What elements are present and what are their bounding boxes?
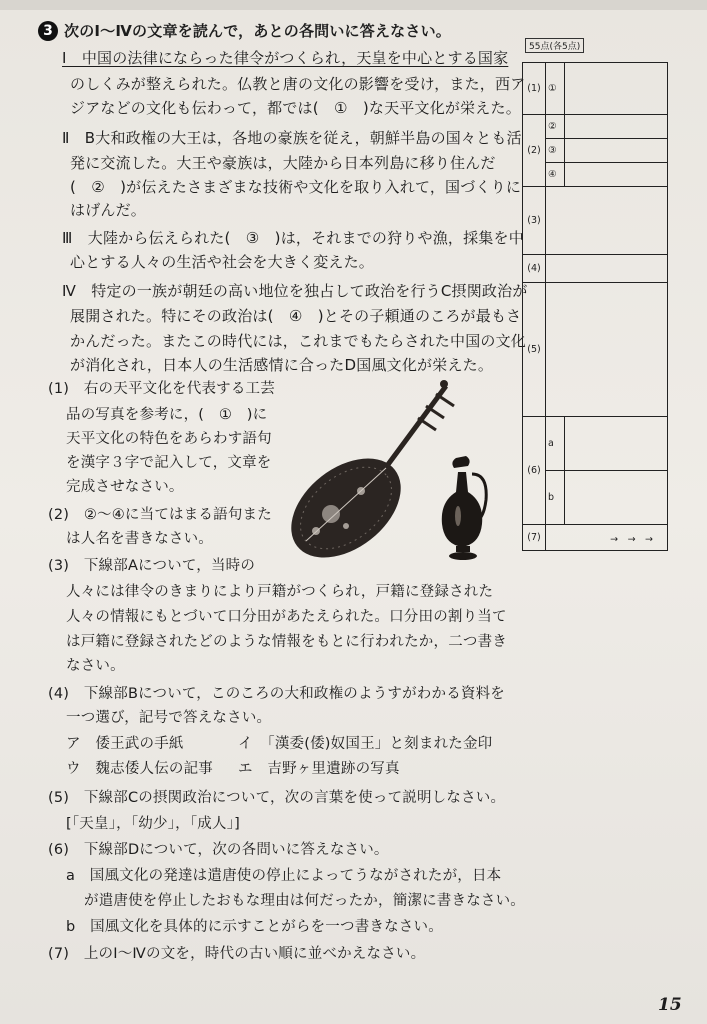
q1-line-2: 品の写真を参考に，( ① )に bbox=[66, 407, 268, 423]
q5-keywords: [「天皇」，「幼少」，「成人」] bbox=[66, 816, 241, 832]
q6-a-line-2: が遣唐使を停止したおもな理由は何だったか，簡潔に書きなさい。 bbox=[84, 893, 525, 909]
section-instruction: 次のⅠ～Ⅳの文章を読んで，あとの各問いに答えなさい。 bbox=[64, 22, 451, 40]
passage-2-line-1: Ⅱ B大和政権の大王は，各地の豪族を従え，朝鮮半島の国々とも活 bbox=[62, 129, 522, 147]
passage-2-line-2: 発に交流した。大王や豪族は，大陸から日本列島に移り住んだ bbox=[70, 154, 496, 172]
q6-a-line-1: a 国風文化の発達は遣唐使の停止によってうながされたが，日本 bbox=[66, 868, 502, 884]
answer-field-7[interactable]: → → → bbox=[546, 525, 668, 551]
q7-line: (7) 上のⅠ～Ⅳの文を，時代の古い順に並べかえなさい。 bbox=[48, 946, 426, 962]
passage-4-line-3: かんだった。またこの時代には，これまでもたらされた中国の文化 bbox=[70, 332, 527, 350]
passage-4-line-2: 展開された。特にその政治は( ④ )とその子頼通のころが最もさ bbox=[70, 307, 522, 325]
passage-1-line-2: のしくみが整えられた。仏教と唐の文化の影響を受け，また，西ア bbox=[70, 75, 526, 93]
q3-line-1: (3) 下線部Aについて，当時の bbox=[48, 558, 256, 574]
answer-row-label-5: (5) bbox=[523, 283, 546, 417]
answer-field-2a[interactable] bbox=[565, 115, 668, 139]
answer-field-2b[interactable] bbox=[565, 139, 668, 163]
q1-line-5: 完成させなさい。 bbox=[66, 479, 184, 495]
answer-row-label-6: (6) bbox=[523, 417, 546, 525]
passage-2-line-4: はげんだ。 bbox=[70, 201, 147, 219]
answer-sub-2c: ④ bbox=[546, 163, 565, 187]
answer-field-5[interactable] bbox=[546, 283, 668, 417]
q2-line-2: は人名を書きなさい。 bbox=[66, 531, 213, 547]
q5-line-1: (5) 下線部Cの摂関政治について，次の言葉を使って説明しなさい。 bbox=[48, 790, 506, 806]
answer-field-3[interactable] bbox=[546, 187, 668, 255]
passage-3-line-2: 心とする人々の生活や社会を大きく変えた。 bbox=[70, 253, 375, 271]
answer-sub-2a: ② bbox=[546, 115, 565, 139]
q1-line-3: 天平文化の特色をあらわす語句 bbox=[66, 431, 272, 447]
page-number: 15 bbox=[658, 995, 682, 1015]
passage-4-line-1: Ⅳ 特定の一族が朝廷の高い地位を独占して政治を行うC摂関政治が bbox=[62, 282, 528, 300]
q6-b-line: b 国風文化を具体的に示すことがらを一つ書きなさい。 bbox=[66, 919, 443, 935]
score-label: 55点(各5点) bbox=[525, 38, 584, 53]
q4-line-2: 一つ選び，記号で答えなさい。 bbox=[66, 710, 272, 726]
answer-row-label-3: (3) bbox=[523, 187, 546, 255]
answer-row-label-1: (1) bbox=[523, 63, 546, 115]
top-band bbox=[0, 0, 707, 10]
q1-line-4: を漢字３字で記入して，文章を bbox=[66, 455, 272, 471]
answer-sub-6a: a bbox=[546, 417, 565, 471]
q4-option-i: イ 「漢委(倭)奴国王」と刻まれた金印 bbox=[238, 736, 493, 752]
answer-sub-6b: b bbox=[546, 471, 565, 525]
passage-3-line-1: Ⅲ 大陸から伝えられた( ③ )は，それまでの狩りや漁，採集を中 bbox=[62, 229, 524, 247]
q2-line-1: (2) ②～④に当てはまる語句また bbox=[48, 507, 272, 523]
passage-1-line-3: ジアなどの文化も伝わって，都では( ① )な天平文化が栄えた。 bbox=[70, 99, 521, 117]
q1-line-1: (1) 右の天平文化を代表する工芸 bbox=[48, 381, 275, 397]
answer-row-label-7: (7) bbox=[523, 525, 546, 551]
q4-line-1: (4) 下線部Bについて，このころの大和政権のようすがわかる資料を bbox=[48, 686, 506, 702]
answer-field-6a[interactable] bbox=[565, 417, 668, 471]
answer-row-label-2: (2) bbox=[523, 115, 546, 187]
q4-option-e: エ 吉野ヶ里遺跡の写真 bbox=[238, 761, 400, 777]
q3-line-2: 人々には律令のきまりにより戸籍がつくられ，戸籍に登録された bbox=[66, 584, 494, 600]
q3-line-3: 人々の情報にもとづいて口分田があたえられた。口分田の割り当て bbox=[66, 609, 507, 625]
passage-1-line-1: Ⅰ 中国の法律にならった律令がつくられ，天皇を中心とする国家 bbox=[62, 49, 509, 67]
answer-field-4[interactable] bbox=[546, 255, 668, 283]
question-number-badge: 3 bbox=[38, 21, 58, 41]
answer-table bbox=[522, 62, 668, 551]
glass-ewer-image bbox=[442, 456, 486, 560]
q3-line-5: なさい。 bbox=[66, 658, 125, 674]
answer-field-1[interactable] bbox=[565, 63, 668, 115]
q6-line-1: (6) 下線部Dについて，次の各問いに答えなさい。 bbox=[48, 842, 389, 858]
answer-sub-1: ① bbox=[546, 63, 565, 115]
tempyo-artifacts-illustration bbox=[286, 376, 491, 571]
biwa-lute-image bbox=[286, 380, 454, 571]
passage-2-line-3: ( ② )が伝えたさまざまな技術や文化を取り入れて，国づくりに bbox=[70, 178, 522, 196]
q3-line-4: は戸籍に登録されたどのような情報をもとに行われたか，二つ書き bbox=[66, 634, 507, 650]
passage-4-line-4: が消化され，日本人の生活感情に合ったD国風文化が栄えた。 bbox=[70, 356, 494, 374]
answer-field-6b[interactable] bbox=[565, 471, 668, 525]
q4-option-a: ア 倭王武の手紙 bbox=[66, 736, 184, 752]
answer-field-2c[interactable] bbox=[565, 163, 668, 187]
answer-row-label-4: (4) bbox=[523, 255, 546, 283]
answer-sub-2b: ③ bbox=[546, 139, 565, 163]
q4-option-u: ウ 魏志倭人伝の記事 bbox=[66, 761, 213, 777]
